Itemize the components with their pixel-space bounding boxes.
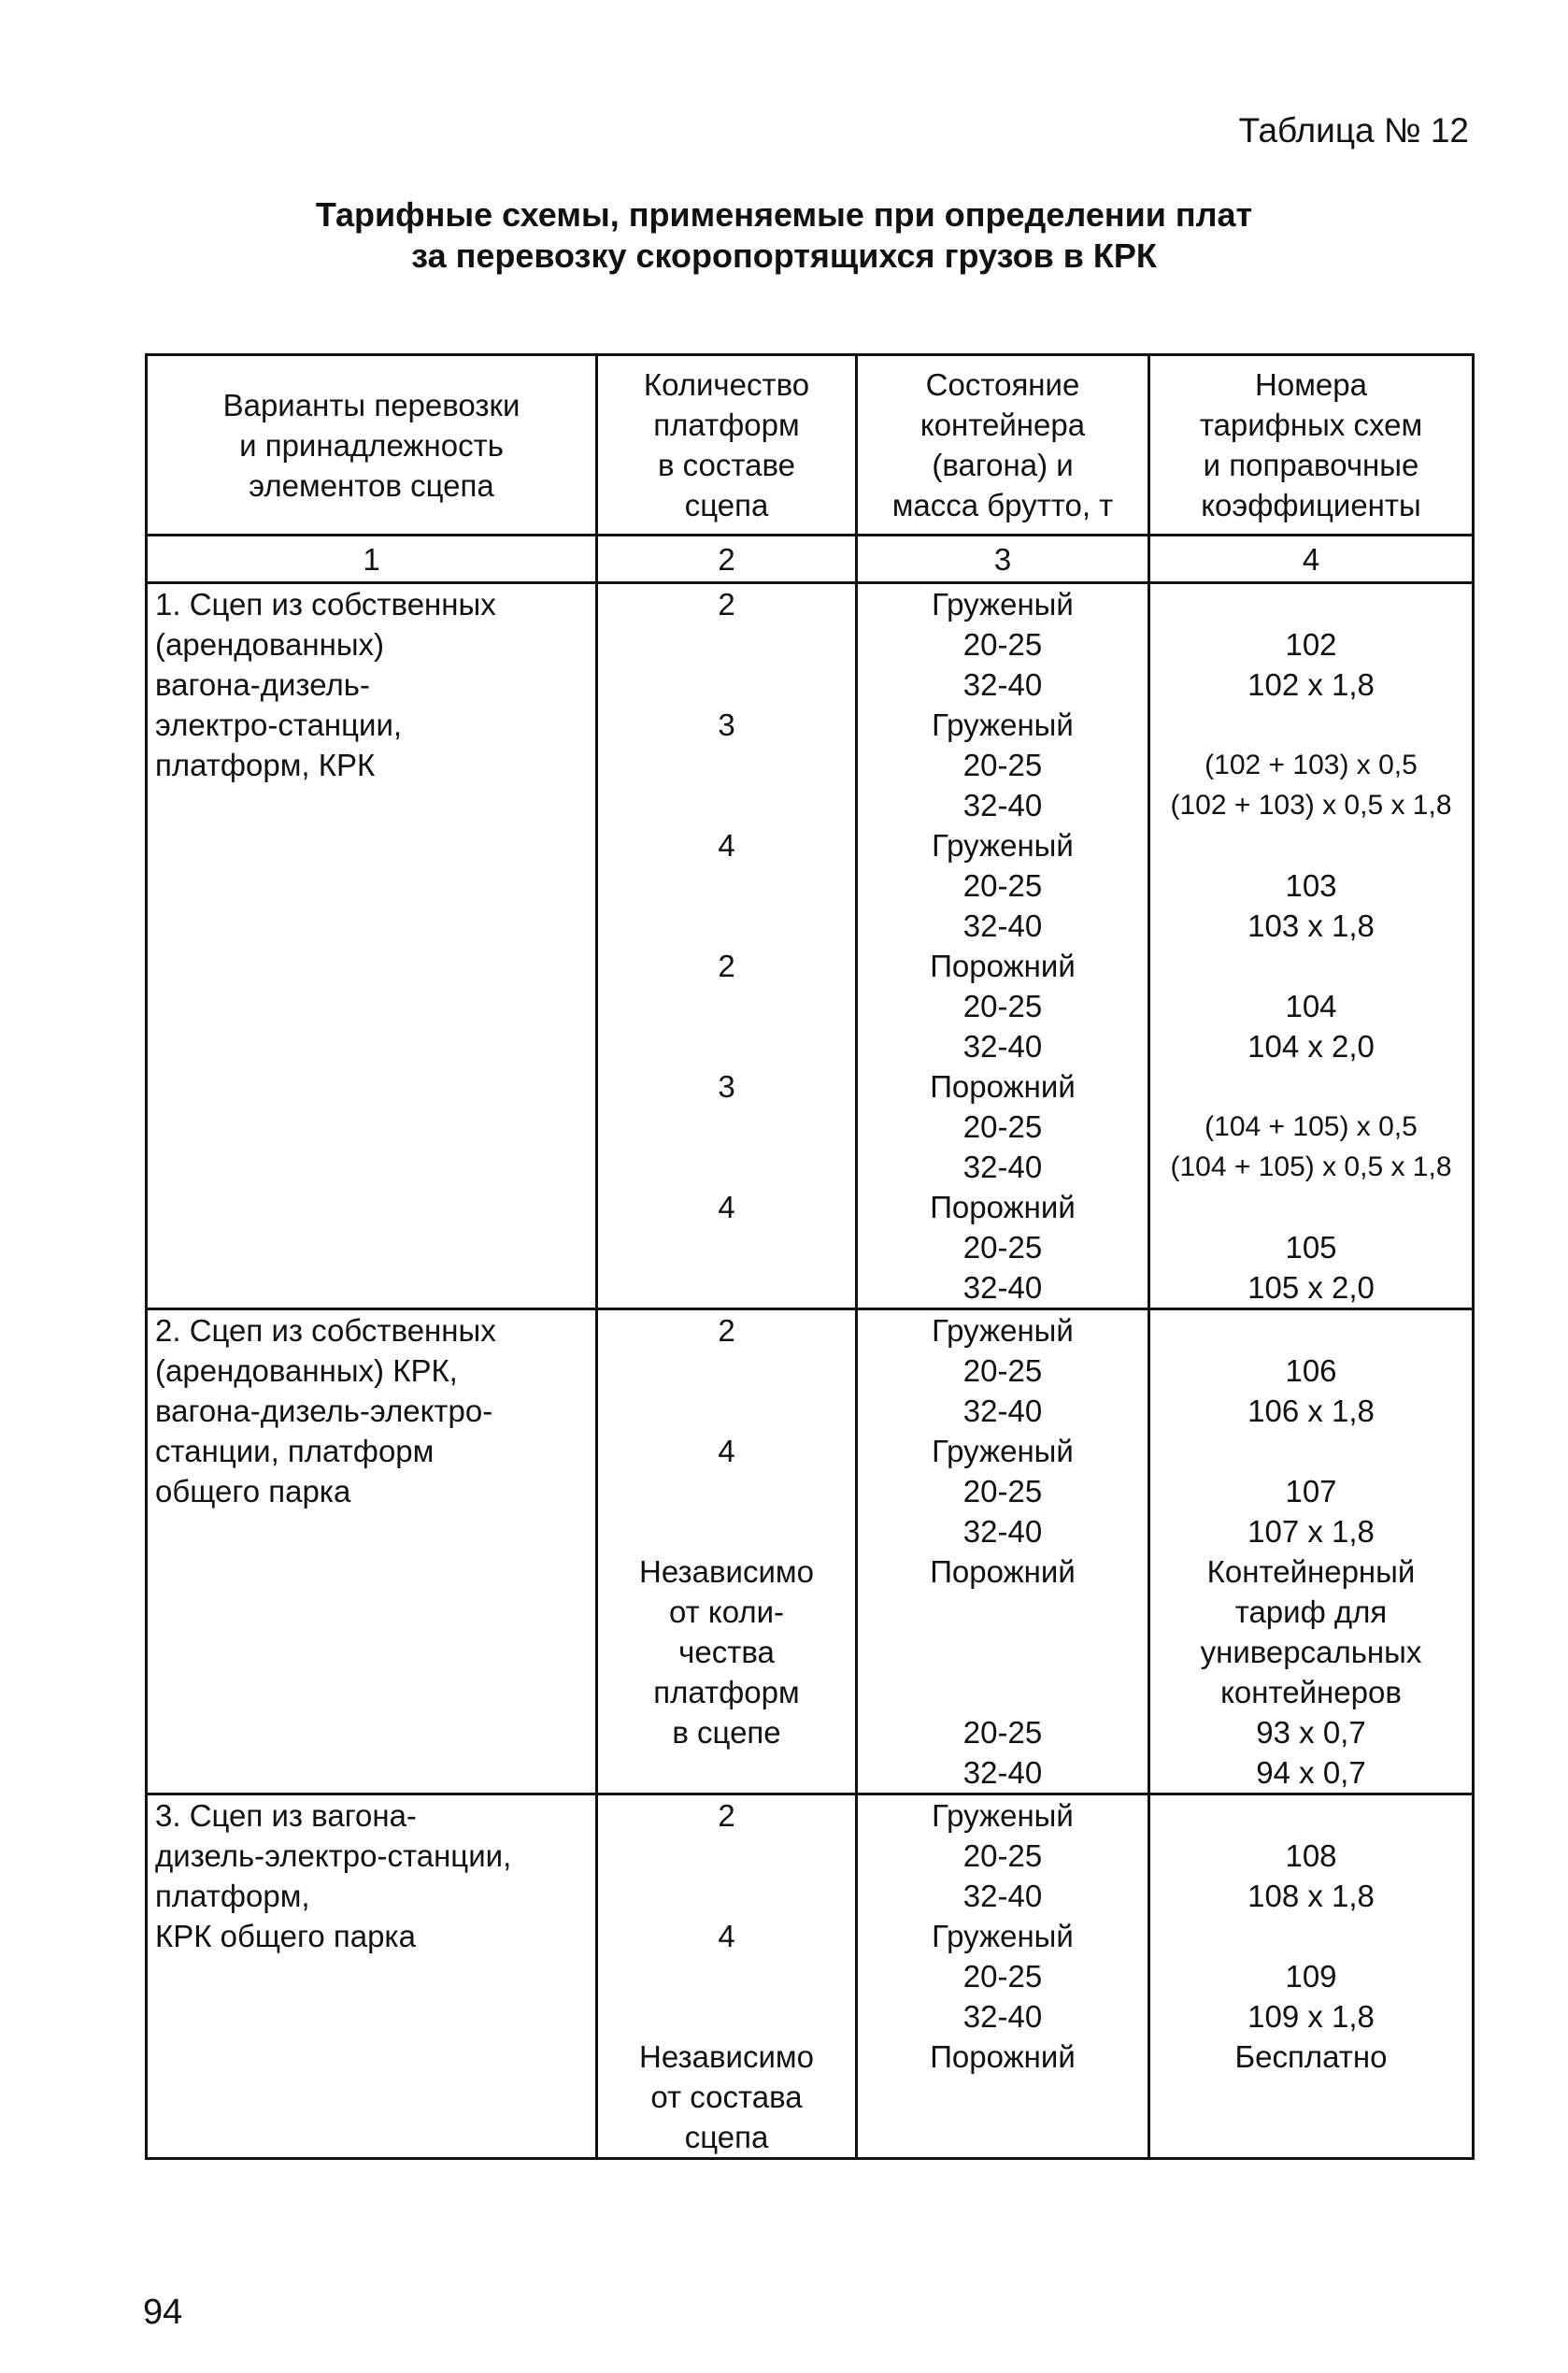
cell-line: 20-25 <box>962 627 1043 662</box>
cell-line <box>606 1996 848 2037</box>
cell-line: от состава <box>650 2080 803 2114</box>
tariff-cell <box>1149 1309 1474 1794</box>
cell-line: 20-25 <box>962 1474 1043 1508</box>
cell-line: 20-25 <box>962 868 1043 903</box>
cell-line: платформ, КРК <box>155 748 376 782</box>
cell-line <box>865 2117 1140 2157</box>
column-number-row <box>147 536 1474 583</box>
cell-line: 102 x 1,8 <box>1247 667 1375 702</box>
cell-line <box>606 1391 848 1431</box>
cell-line: Порожний <box>930 2039 1076 2074</box>
cell-line: электро-станции, <box>155 708 403 742</box>
cell-line: 4 <box>718 1190 735 1224</box>
state-cell <box>857 583 1149 1309</box>
cell-line: 2 <box>718 587 735 622</box>
cell-line: 32-40 <box>962 1150 1043 1184</box>
cell-line: 20-25 <box>962 1353 1043 1388</box>
cell-line: Контейнерный <box>1206 1554 1416 1589</box>
cell-line: 32-40 <box>962 788 1043 822</box>
header-line: платформ <box>653 407 800 442</box>
cell-line: 20-25 <box>962 1838 1043 1873</box>
header-line: Номера <box>1255 367 1367 402</box>
variant-cell <box>147 1794 597 2159</box>
table-body <box>147 583 1474 2159</box>
cell-line <box>606 865 848 906</box>
cell-line: 32-40 <box>962 1879 1043 1913</box>
cell-line <box>1158 705 1464 745</box>
cell-line <box>606 1956 848 1996</box>
cell-line <box>606 745 848 785</box>
cell-line <box>606 906 848 946</box>
cell-line: от коли- <box>668 1594 785 1629</box>
cell-line <box>1158 1066 1464 1107</box>
cell-line: чества <box>678 1635 775 1669</box>
page-title <box>0 194 1568 277</box>
cell-line: вагона-дизель-электро- <box>155 1394 493 1428</box>
cell-line: универсальных <box>1200 1635 1422 1669</box>
cell-line: 32-40 <box>962 1514 1043 1549</box>
cell-line: Порожний <box>930 1190 1076 1224</box>
column-number: 2 <box>597 536 857 583</box>
header-line: в составе <box>657 448 796 482</box>
platform-count-cell <box>597 1309 857 1794</box>
cell-line <box>865 1672 1140 1712</box>
header-cell <box>147 355 597 536</box>
cell-line: сцепа <box>684 2120 769 2154</box>
cell-line: 105 x 2,0 <box>1247 1270 1375 1305</box>
cell-line: Порожний <box>930 949 1076 983</box>
cell-line: 104 x 2,0 <box>1247 1029 1375 1064</box>
cell-line <box>606 1876 848 1916</box>
header-cell <box>857 355 1149 536</box>
cell-line: Груженый <box>932 1434 1074 1468</box>
cell-line <box>606 1351 848 1391</box>
cell-line: 32-40 <box>962 1029 1043 1064</box>
header-line: Количество <box>643 367 810 402</box>
cell-line: (104 + 105) x 0,5 <box>1205 1111 1418 1142</box>
header-cell <box>597 355 857 536</box>
header-line: коэффициенты <box>1201 488 1421 522</box>
cell-line: 3 <box>718 1069 735 1104</box>
cell-line: 4 <box>718 828 735 863</box>
cell-line: 20-25 <box>962 1230 1043 1265</box>
cell-line: Груженый <box>932 587 1074 622</box>
cell-line: Груженый <box>932 1798 1074 1833</box>
cell-line: 3 <box>718 708 735 742</box>
header-line: элементов сцепа <box>249 467 494 503</box>
cell-line <box>1158 584 1464 624</box>
cell-line <box>606 785 848 825</box>
cell-line: платформ <box>653 1675 800 1709</box>
cell-line: 107 x 1,8 <box>1247 1514 1375 1549</box>
cell-line: в сцепе <box>672 1715 781 1750</box>
cell-line: (102 + 103) x 0,5 <box>1205 750 1418 780</box>
cell-line <box>1158 1916 1464 1956</box>
cell-line <box>606 1267 848 1308</box>
cell-line: 107 <box>1285 1474 1337 1508</box>
cell-line <box>865 1592 1140 1632</box>
cell-line: (104 + 105) x 0,5 x 1,8 <box>1170 1151 1452 1182</box>
page-number: 94 <box>143 2293 183 2332</box>
cell-line <box>606 624 848 665</box>
header-line: и принадлежность <box>239 427 504 463</box>
cell-line <box>865 2077 1140 2117</box>
cell-line: 4 <box>718 1919 735 1953</box>
cell-line: 109 <box>1285 1959 1337 1994</box>
cell-line <box>606 665 848 705</box>
cell-line <box>1158 825 1464 865</box>
cell-line: Бесплатно <box>1234 2039 1388 2074</box>
cell-line: 103 <box>1285 868 1337 903</box>
cell-line: 2. Сцеп из собственных <box>155 1313 496 1348</box>
cell-line: 94 x 0,7 <box>1256 1755 1366 1790</box>
cell-line: станции, платформ <box>155 1434 435 1468</box>
cell-line: 3. Сцеп из вагона- <box>155 1798 417 1833</box>
table-row <box>147 1794 1474 2159</box>
cell-line: КРК общего парка <box>155 1919 416 1953</box>
header-line: (вагона) и <box>932 448 1074 482</box>
cell-line <box>1158 2077 1464 2117</box>
header-cell <box>1149 355 1474 536</box>
tariff-cell <box>1149 583 1474 1309</box>
cell-line: 103 x 1,8 <box>1247 908 1375 943</box>
cell-line: Груженый <box>932 708 1074 742</box>
cell-line: 20-25 <box>962 1959 1043 1994</box>
cell-line <box>606 1107 848 1147</box>
cell-line: 32-40 <box>962 1755 1043 1790</box>
cell-line <box>606 1752 848 1793</box>
column-number: 4 <box>1149 536 1474 583</box>
platform-count-cell <box>597 583 857 1309</box>
cell-line <box>1158 1187 1464 1227</box>
cell-line: 106 <box>1285 1353 1337 1388</box>
table-row <box>147 1309 1474 1794</box>
cell-line <box>606 1836 848 1876</box>
platform-count-cell <box>597 1794 857 2159</box>
table-row <box>147 583 1474 1309</box>
header-line: тарифных схем <box>1199 407 1423 442</box>
cell-line: 20-25 <box>962 1109 1043 1144</box>
cell-line <box>865 1632 1140 1672</box>
cell-line: 2 <box>718 949 735 983</box>
cell-line: Порожний <box>930 1069 1076 1104</box>
cell-line: платформ, <box>155 1879 310 1913</box>
header-line: масса брутто, т <box>891 488 1114 522</box>
tariff-cell <box>1149 1794 1474 2159</box>
cell-line: (арендованных) КРК, <box>155 1353 458 1388</box>
header-line: Варианты перевозки <box>222 387 520 422</box>
cell-line: 2 <box>718 1313 735 1348</box>
cell-line: 102 <box>1285 627 1337 662</box>
cell-line: 105 <box>1285 1230 1337 1265</box>
cell-line <box>606 1471 848 1511</box>
header-line: сцепа <box>684 488 769 522</box>
cell-line: 32-40 <box>962 908 1043 943</box>
cell-line: 32-40 <box>962 1394 1043 1428</box>
title-line: за перевозку скоропортящихся грузов в КРК <box>411 236 1157 275</box>
cell-line <box>1158 1431 1464 1471</box>
cell-line: 109 x 1,8 <box>1247 1999 1375 2034</box>
cell-line: 32-40 <box>962 667 1043 702</box>
header-line: Состояние <box>925 367 1080 402</box>
cell-line: тариф для <box>1234 1594 1388 1629</box>
cell-line: 108 x 1,8 <box>1247 1879 1375 1913</box>
cell-line: Независимо <box>639 1554 814 1589</box>
cell-line <box>1158 946 1464 986</box>
cell-line: 2 <box>718 1798 735 1833</box>
variant-cell <box>147 1309 597 1794</box>
cell-line <box>606 1227 848 1267</box>
cell-line: Независимо <box>639 2039 814 2074</box>
cell-line: 20-25 <box>962 748 1043 782</box>
state-cell <box>857 1309 1149 1794</box>
cell-line <box>1158 1795 1464 1836</box>
cell-line <box>606 986 848 1026</box>
cell-line: Груженый <box>932 828 1074 863</box>
cell-line: 1. Сцеп из собственных <box>155 587 496 622</box>
column-number: 1 <box>147 536 597 583</box>
cell-line: 32-40 <box>962 1270 1043 1305</box>
cell-line: 108 <box>1285 1838 1337 1873</box>
table-label: Таблица № 12 <box>1238 111 1469 150</box>
cell-line: Груженый <box>932 1919 1074 1953</box>
cell-line: Груженый <box>932 1313 1074 1348</box>
cell-line <box>606 1026 848 1066</box>
cell-line <box>1158 2117 1464 2157</box>
cell-line: 93 x 0,7 <box>1256 1715 1366 1750</box>
header-line: контейнера <box>919 407 1086 442</box>
cell-line: контейнеров <box>1220 1675 1402 1709</box>
title-line: Тарифные схемы, применяемые при определении плат <box>315 195 1253 234</box>
cell-line <box>1158 1310 1464 1351</box>
cell-line: 106 x 1,8 <box>1247 1394 1375 1428</box>
cell-line: 32-40 <box>962 1999 1043 2034</box>
cell-line: 20-25 <box>962 989 1043 1023</box>
cell-line <box>606 1511 848 1551</box>
cell-line: Порожний <box>930 1554 1076 1589</box>
cell-line: 20-25 <box>962 1715 1043 1750</box>
header-line: и поправочные <box>1203 448 1419 482</box>
cell-line: общего парка <box>155 1474 351 1508</box>
table-header-row <box>147 355 1474 536</box>
cell-line: (102 + 103) x 0,5 x 1,8 <box>1170 790 1452 821</box>
cell-line: вагона-дизель- <box>155 667 370 702</box>
cell-line: 4 <box>718 1434 735 1468</box>
cell-line: дизель-электро-станции, <box>155 1838 512 1873</box>
cell-line: (арендованных) <box>155 627 385 662</box>
cell-line: 104 <box>1285 989 1337 1023</box>
cell-line <box>606 1147 848 1187</box>
variant-cell <box>147 583 597 1309</box>
tariff-table <box>145 353 1475 2160</box>
state-cell <box>857 1794 1149 2159</box>
column-number: 3 <box>857 536 1149 583</box>
